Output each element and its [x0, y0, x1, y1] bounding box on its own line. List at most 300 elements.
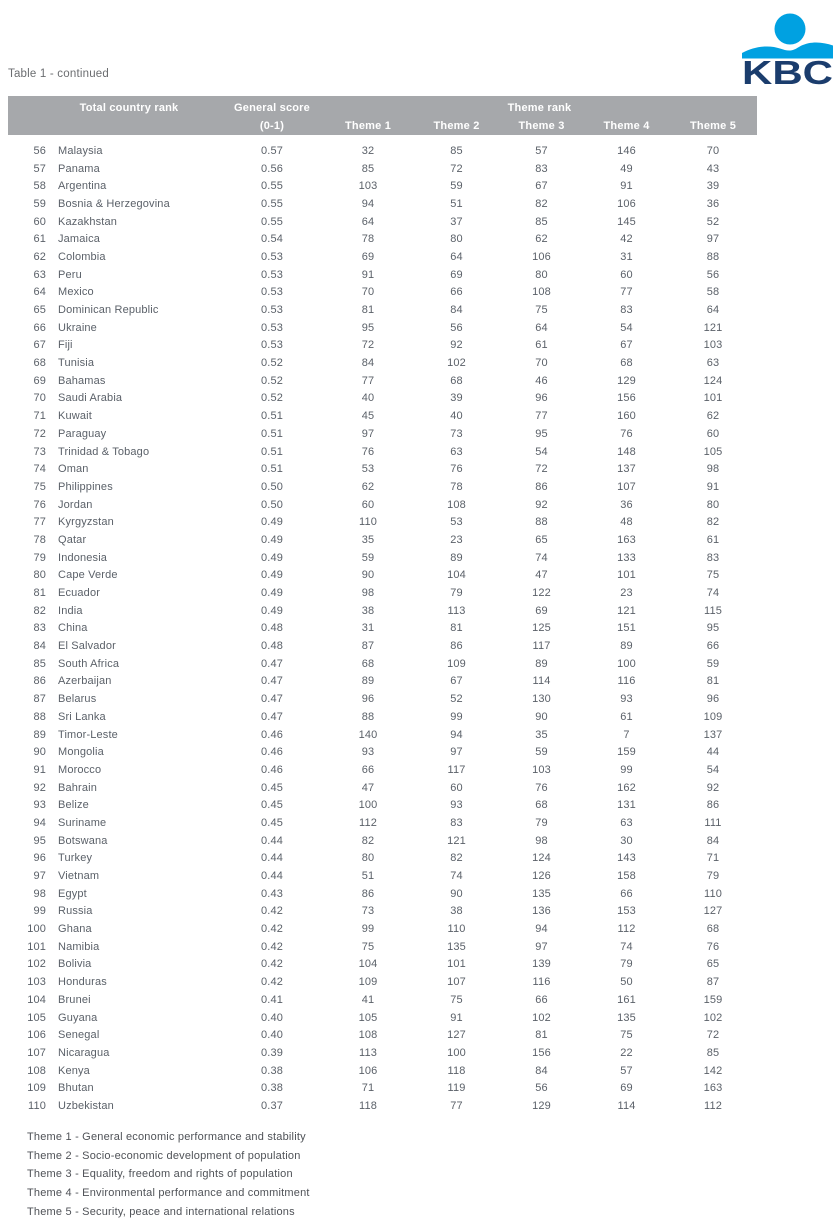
score-cell: 0.52 — [260, 392, 283, 405]
rank-cell: 85 — [33, 657, 46, 670]
score-cell: 0.53 — [260, 286, 283, 299]
theme2-cell: 92 — [450, 339, 463, 352]
country-cell: Paraguay — [58, 427, 107, 440]
theme4-cell: 106 — [617, 197, 636, 210]
theme4-cell: 163 — [617, 533, 636, 546]
theme5-cell: 83 — [706, 551, 720, 564]
theme4-cell: 74 — [620, 940, 633, 953]
rank-cell: 72 — [33, 427, 46, 440]
theme1-cell: 64 — [361, 215, 375, 228]
theme2-cell: 108 — [447, 498, 466, 511]
theme1-cell: 72 — [361, 339, 375, 352]
score-cell: 0.42 — [260, 940, 283, 953]
country-cell: Indonesia — [58, 551, 108, 564]
table-row — [8, 938, 757, 956]
theme5-cell: 64 — [706, 304, 720, 317]
theme1-cell: 47 — [361, 781, 375, 794]
theme2-cell: 64 — [450, 250, 463, 263]
country-cell: Namibia — [58, 940, 100, 953]
rank-cell: 93 — [33, 799, 46, 812]
country-cell: Philippines — [58, 480, 113, 493]
theme1-cell: 88 — [361, 710, 375, 723]
theme3-cell: 54 — [535, 445, 548, 458]
table-row — [8, 779, 757, 797]
rank-cell: 56 — [33, 144, 46, 157]
theme5-cell: 91 — [706, 480, 720, 493]
rank-cell: 99 — [33, 905, 46, 918]
score-cell: 0.51 — [260, 445, 283, 458]
country-cell: Morocco — [58, 763, 102, 776]
country-cell: Timor-Leste — [58, 728, 118, 741]
theme1-cell: 78 — [361, 233, 375, 246]
country-cell: Bosnia & Herzegovina — [58, 197, 170, 210]
theme4-cell: 99 — [620, 763, 633, 776]
theme2-cell: 100 — [447, 1046, 466, 1059]
theme5-cell: 36 — [706, 197, 720, 210]
theme4-cell: 121 — [617, 604, 636, 617]
rank-cell: 75 — [33, 480, 46, 493]
theme1-cell: 84 — [361, 357, 375, 370]
score-cell: 0.57 — [260, 144, 283, 157]
theme5-cell: 44 — [706, 746, 720, 759]
theme3-cell: 88 — [535, 516, 548, 529]
column-header-theme-4: Theme 4 — [603, 119, 650, 132]
theme1-cell: 77 — [361, 374, 375, 387]
theme3-cell: 108 — [532, 286, 551, 299]
table-row — [8, 549, 757, 567]
theme3-cell: 81 — [535, 1029, 548, 1042]
footnote-line: Theme 2 - Socio-economic development of population — [27, 1149, 301, 1162]
theme5-cell: 75 — [706, 569, 720, 582]
theme3-cell: 102 — [532, 1011, 551, 1024]
rank-cell: 101 — [27, 940, 46, 953]
theme1-cell: 85 — [361, 162, 375, 175]
theme2-cell: 76 — [450, 463, 463, 476]
rank-cell: 71 — [33, 410, 46, 423]
theme2-cell: 72 — [450, 162, 463, 175]
theme2-cell: 38 — [450, 905, 463, 918]
theme5-cell: 105 — [703, 445, 723, 458]
theme2-cell: 127 — [447, 1029, 466, 1042]
theme3-cell: 96 — [535, 392, 548, 405]
theme1-cell: 75 — [361, 940, 375, 953]
country-cell: India — [58, 604, 83, 617]
theme4-cell: 158 — [617, 870, 636, 883]
column-header-theme-5: Theme 5 — [689, 119, 737, 132]
theme3-cell: 97 — [535, 940, 548, 953]
theme4-cell: 48 — [620, 516, 633, 529]
theme5-cell: 62 — [706, 410, 720, 423]
theme5-cell: 110 — [704, 887, 722, 900]
rank-cell: 100 — [27, 923, 46, 936]
theme2-cell: 135 — [447, 940, 466, 953]
footnote-line: Theme 1 - General economic performance and stability — [27, 1131, 306, 1143]
theme4-cell: 57 — [620, 1064, 633, 1077]
theme2-cell: 99 — [450, 710, 463, 723]
theme3-cell: 77 — [535, 410, 548, 423]
theme3-cell: 69 — [535, 604, 548, 617]
theme4-cell: 23 — [620, 587, 633, 600]
theme3-cell: 103 — [532, 763, 551, 776]
country-cell: Tunisia — [58, 357, 95, 370]
score-cell: 0.52 — [260, 374, 283, 387]
footnote-line: Theme 5 - Security, peace and international relations — [27, 1205, 295, 1218]
score-cell: 0.49 — [260, 569, 283, 582]
theme4-cell: 22 — [620, 1046, 633, 1059]
theme5-cell: 159 — [703, 993, 723, 1006]
score-cell: 0.38 — [260, 1064, 283, 1077]
theme3-cell: 80 — [535, 268, 548, 281]
theme2-cell: 101 — [447, 958, 466, 971]
score-cell: 0.49 — [260, 551, 283, 564]
rank-cell: 102 — [27, 958, 46, 971]
table-row — [8, 885, 757, 903]
theme3-cell: 68 — [535, 799, 548, 812]
table-row — [8, 425, 757, 443]
theme1-cell: 99 — [361, 923, 375, 936]
table-row — [8, 496, 757, 514]
theme4-cell: 89 — [620, 640, 633, 653]
theme5-cell: 102 — [703, 1011, 723, 1024]
theme1-cell: 86 — [361, 887, 375, 900]
table-row — [8, 761, 757, 779]
table-row — [8, 956, 757, 974]
theme2-cell: 81 — [450, 622, 463, 635]
theme5-cell: 84 — [706, 834, 720, 847]
rank-cell: 60 — [33, 215, 46, 228]
country-cell: Jordan — [58, 498, 93, 511]
table-row — [8, 266, 757, 284]
theme5-cell: 39 — [706, 180, 720, 193]
country-cell: Kyrgyzstan — [58, 516, 114, 529]
theme3-cell: 64 — [535, 321, 548, 334]
table-row — [8, 673, 757, 691]
theme5-cell: 115 — [704, 604, 722, 617]
country-cell: Cape Verde — [58, 569, 118, 582]
theme1-cell: 93 — [361, 746, 375, 759]
theme3-cell: 125 — [532, 622, 551, 635]
rank-cell: 63 — [33, 268, 46, 281]
theme3-cell: 106 — [532, 250, 551, 263]
table-body — [8, 142, 757, 1115]
column-header-theme-rank: Theme rank — [507, 101, 572, 114]
theme3-cell: 92 — [535, 498, 548, 511]
theme4-cell: 93 — [620, 693, 633, 706]
rank-cell: 66 — [33, 321, 46, 334]
theme2-cell: 75 — [450, 993, 463, 1006]
theme3-cell: 124 — [532, 852, 551, 865]
theme5-cell: 111 — [704, 816, 722, 829]
rank-cell: 59 — [33, 197, 46, 210]
table-row — [8, 230, 757, 248]
theme5-cell: 137 — [703, 728, 723, 741]
theme1-cell: 45 — [361, 410, 375, 423]
theme4-cell: 63 — [620, 816, 633, 829]
theme4-cell: 66 — [620, 887, 633, 900]
theme4-cell: 76 — [620, 427, 633, 440]
table-row — [8, 796, 757, 814]
theme3-cell: 136 — [532, 905, 551, 918]
theme5-cell: 43 — [706, 162, 720, 175]
column-header-theme-2: Theme 2 — [433, 119, 480, 132]
theme3-cell: 89 — [535, 657, 548, 670]
theme4-cell: 36 — [620, 498, 633, 511]
page-title: Table 1 - continued — [8, 68, 109, 80]
theme4-cell: 156 — [617, 392, 636, 405]
table-row — [8, 407, 757, 425]
table-row — [8, 284, 757, 302]
table-row — [8, 337, 757, 355]
rank-cell: 76 — [33, 498, 46, 511]
column-header-theme-1: Theme 1 — [344, 119, 392, 132]
theme1-cell: 68 — [361, 657, 375, 670]
country-cell: Belize — [58, 799, 89, 812]
theme4-cell: 161 — [617, 993, 636, 1006]
theme2-cell: 119 — [447, 1082, 466, 1095]
theme4-cell: 83 — [620, 304, 633, 317]
theme1-cell: 108 — [358, 1029, 378, 1042]
table-row — [8, 213, 757, 231]
country-cell: Trinidad & Tobago — [58, 445, 150, 458]
country-cell: Sri Lanka — [58, 710, 106, 723]
theme1-cell: 51 — [361, 870, 375, 883]
theme1-cell: 66 — [361, 763, 375, 776]
rank-cell: 110 — [28, 1099, 46, 1112]
theme3-cell: 67 — [535, 180, 548, 193]
score-cell: 0.45 — [260, 816, 283, 829]
theme2-cell: 66 — [450, 286, 463, 299]
theme1-cell: 40 — [361, 392, 375, 405]
rank-cell: 65 — [33, 304, 46, 317]
theme2-cell: 94 — [450, 728, 463, 741]
theme1-cell: 82 — [361, 834, 375, 847]
table-row — [8, 814, 757, 832]
theme3-cell: 46 — [535, 374, 548, 387]
theme3-cell: 90 — [535, 710, 548, 723]
table-row — [8, 655, 757, 673]
theme4-cell: 135 — [617, 1011, 636, 1024]
theme3-cell: 72 — [535, 463, 548, 476]
theme1-cell: 97 — [361, 427, 375, 440]
rank-cell: 90 — [33, 746, 46, 759]
theme3-cell: 82 — [535, 197, 548, 210]
theme5-cell: 163 — [703, 1082, 723, 1095]
theme3-cell: 66 — [535, 993, 548, 1006]
rank-cell: 88 — [33, 710, 46, 723]
rank-cell: 109 — [27, 1082, 46, 1095]
table-row — [8, 832, 757, 850]
theme1-cell: 106 — [358, 1064, 378, 1077]
theme1-cell: 140 — [358, 728, 378, 741]
theme4-cell: 75 — [620, 1029, 633, 1042]
theme4-cell: 107 — [617, 480, 636, 493]
theme2-cell: 37 — [450, 215, 463, 228]
score-cell: 0.49 — [260, 533, 283, 546]
theme4-cell: 91 — [620, 180, 633, 193]
theme4-cell: 145 — [617, 215, 636, 228]
theme5-cell: 101 — [703, 392, 723, 405]
country-cell: Kenya — [58, 1064, 90, 1077]
country-cell: Peru — [58, 268, 82, 281]
country-cell: Saudi Arabia — [58, 392, 123, 405]
theme4-cell: 69 — [620, 1082, 633, 1095]
score-cell: 0.48 — [260, 640, 283, 653]
theme2-cell: 107 — [447, 976, 466, 989]
theme2-cell: 68 — [450, 374, 463, 387]
theme5-cell: 70 — [706, 144, 720, 157]
theme5-cell: 65 — [706, 958, 720, 971]
country-cell: Qatar — [58, 533, 87, 546]
theme1-cell: 31 — [361, 622, 375, 635]
score-cell: 0.42 — [260, 976, 283, 989]
column-header-general-score: General score — [234, 101, 310, 114]
table-row — [8, 443, 757, 461]
country-cell: Panama — [58, 162, 100, 175]
theme5-cell: 96 — [706, 693, 720, 706]
score-cell: 0.43 — [260, 887, 283, 900]
table-row — [8, 301, 757, 319]
score-cell: 0.48 — [260, 622, 283, 635]
score-cell: 0.42 — [260, 905, 283, 918]
theme3-cell: 74 — [535, 551, 548, 564]
country-cell: Ecuador — [58, 587, 101, 600]
theme1-cell: 91 — [361, 268, 375, 281]
rank-cell: 92 — [33, 781, 46, 794]
theme5-cell: 98 — [706, 463, 720, 476]
rank-cell: 69 — [33, 374, 46, 387]
score-cell: 0.52 — [260, 357, 283, 370]
table-row — [8, 602, 757, 620]
theme5-cell: 79 — [706, 870, 720, 883]
theme5-cell: 59 — [706, 657, 720, 670]
theme3-cell: 126 — [532, 870, 551, 883]
theme4-cell: 7 — [623, 728, 630, 741]
theme5-cell: 97 — [706, 233, 720, 246]
theme1-cell: 105 — [358, 1011, 378, 1024]
rank-cell: 58 — [33, 180, 46, 193]
rank-cell: 73 — [33, 445, 46, 458]
theme1-cell: 80 — [361, 852, 375, 865]
theme3-cell: 84 — [535, 1064, 548, 1077]
score-cell: 0.53 — [260, 304, 283, 317]
table-row — [8, 195, 757, 213]
country-cell: Mongolia — [58, 746, 104, 759]
score-cell: 0.53 — [260, 321, 283, 334]
score-cell: 0.47 — [260, 710, 283, 723]
theme1-cell: 53 — [361, 463, 375, 476]
theme5-cell: 124 — [703, 374, 723, 387]
theme2-cell: 79 — [450, 587, 463, 600]
country-cell: Uzbekistan — [58, 1099, 114, 1112]
country-cell: Azerbaijan — [58, 675, 112, 688]
rank-cell: 84 — [33, 640, 46, 653]
theme1-cell: 103 — [358, 180, 378, 193]
theme3-cell: 98 — [535, 834, 548, 847]
rank-cell: 86 — [33, 675, 46, 688]
table-row — [8, 991, 757, 1009]
score-cell: 0.49 — [260, 516, 283, 529]
theme3-cell: 56 — [535, 1082, 548, 1095]
theme2-cell: 85 — [450, 144, 463, 157]
table-row — [8, 973, 757, 991]
theme1-cell: 38 — [361, 604, 375, 617]
kbc-logo — [739, 10, 836, 86]
theme3-cell: 130 — [532, 693, 551, 706]
table-row — [8, 354, 757, 372]
theme3-cell: 129 — [532, 1099, 551, 1112]
theme5-cell: 71 — [706, 852, 720, 865]
country-cell: Bolivia — [58, 958, 92, 971]
rank-cell: 89 — [33, 728, 46, 741]
theme2-cell: 52 — [450, 693, 463, 706]
theme3-cell: 47 — [535, 569, 548, 582]
theme2-cell: 86 — [450, 640, 463, 653]
theme5-cell: 109 — [703, 710, 723, 723]
theme2-cell: 121 — [447, 834, 466, 847]
table-row — [8, 248, 757, 266]
theme3-cell: 59 — [535, 746, 548, 759]
theme5-cell: 52 — [706, 215, 720, 228]
theme4-cell: 60 — [620, 268, 633, 281]
country-cell: China — [58, 622, 88, 635]
theme5-cell: 112 — [704, 1099, 722, 1112]
theme4-cell: 101 — [617, 569, 636, 582]
theme1-cell: 60 — [361, 498, 375, 511]
column-header-total-country-rank: Total country rank — [79, 101, 179, 114]
rank-cell: 97 — [33, 870, 46, 883]
score-cell: 0.53 — [260, 268, 283, 281]
table-row — [8, 1026, 757, 1044]
table-row — [8, 478, 757, 496]
score-cell: 0.44 — [260, 870, 283, 883]
country-cell: El Salvador — [58, 640, 116, 653]
table-row — [8, 1044, 757, 1062]
theme4-cell: 133 — [617, 551, 636, 564]
theme4-cell: 42 — [620, 233, 633, 246]
score-cell: 0.47 — [260, 675, 283, 688]
score-cell: 0.45 — [260, 799, 283, 812]
theme3-cell: 57 — [535, 144, 548, 157]
theme1-cell: 70 — [361, 286, 375, 299]
theme5-cell: 60 — [706, 427, 720, 440]
theme2-cell: 104 — [447, 569, 466, 582]
theme2-cell: 67 — [450, 675, 463, 688]
theme2-cell: 77 — [450, 1099, 463, 1112]
rank-cell: 78 — [33, 533, 46, 546]
theme4-cell: 114 — [617, 1099, 636, 1112]
table-row — [8, 460, 757, 478]
theme4-cell: 30 — [620, 834, 633, 847]
score-cell: 0.55 — [260, 197, 283, 210]
theme4-cell: 79 — [620, 958, 633, 971]
theme2-cell: 110 — [447, 923, 466, 936]
table-row — [8, 142, 757, 160]
country-cell: Bahrain — [58, 781, 97, 794]
theme5-cell: 61 — [706, 533, 720, 546]
theme2-cell: 39 — [450, 392, 463, 405]
score-cell: 0.38 — [260, 1082, 283, 1095]
theme2-cell: 78 — [450, 480, 463, 493]
theme4-cell: 112 — [617, 923, 636, 936]
rank-cell: 64 — [33, 286, 46, 299]
score-cell: 0.50 — [260, 498, 283, 511]
theme1-cell: 87 — [361, 640, 375, 653]
theme5-cell: 66 — [706, 640, 720, 653]
theme2-cell: 109 — [447, 657, 466, 670]
table-row — [8, 690, 757, 708]
rank-cell: 61 — [33, 233, 46, 246]
theme4-cell: 143 — [617, 852, 636, 865]
